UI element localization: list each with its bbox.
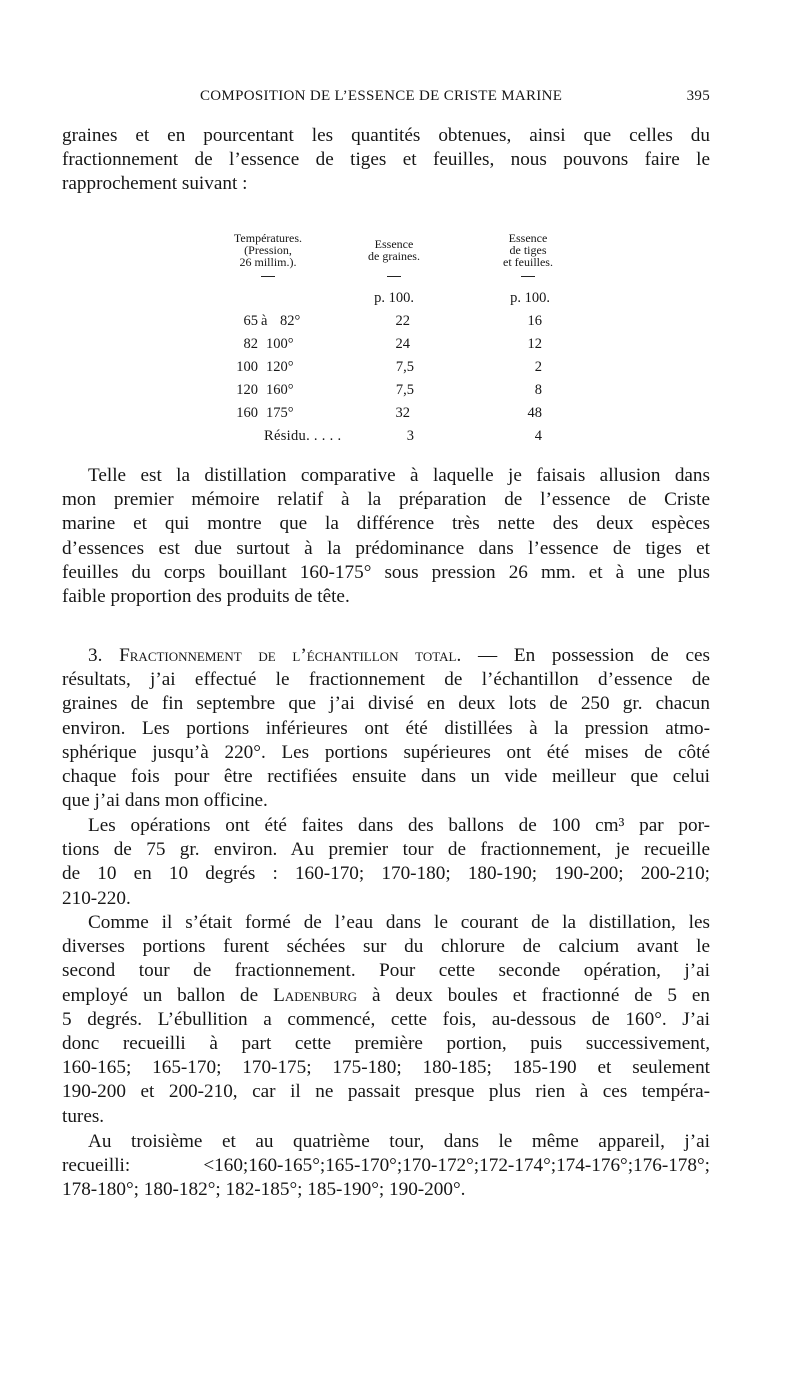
value-feuilles: 2 [534,359,542,375]
section-heading-line [62,644,710,668]
value-graines: 22 [395,313,410,329]
residu-label: Résidu. . . . . [264,428,342,444]
header-line: 26 millim.). [239,255,297,269]
text-line: 5 degrés. L’ébullition a commencé, cette fois, au-dessous de 160°. J’ai [62,1008,710,1030]
section-heading: Fractionnement de l’échantillon total. [119,645,462,666]
text-line: Au troisième et au quatrième tour, dans le même appareil, j’ai [88,1131,710,1152]
text-line: recueilli: <160;160-165°;165-170°;170-172°;172-174°;174-176°;176-178°; [62,1155,710,1177]
text-line: mon premier mémoire relatif à la préparation de l’essence de Criste [62,489,710,511]
section-3-paragraph [62,644,710,813]
dash-rule [387,276,401,277]
header-line: (Pression, [244,243,292,257]
temp-to: 160° [266,382,294,398]
text-line: second tour de fractionnement. Pour cette seconde opération, j’ai [62,960,710,982]
value-feuilles: 16 [527,313,542,329]
dash-rule [521,276,535,277]
text-line: Les opérations ont été faites dans des ballons de 100 cm³ par por- [88,815,710,836]
unit-graines: p. 100. [374,290,414,306]
temp-sep: à [261,313,268,329]
dash-rule [261,276,275,277]
text-line: feuilles du corps bouillant 160-175° sous pression 26 mm. et à une plus [62,561,710,583]
text-line: 210-220. [62,887,131,909]
text-line: sphérique jusqu’à 220°. Les portions supérieures ont été mises de côté [62,741,710,763]
temp-to: 175° [266,405,294,421]
text-line: Comme il s’était formé de l’eau dans le courant de la distillation, les [88,912,710,933]
running-title: COMPOSITION DE L’ESSENCE DE CRISTE MARINE [200,88,563,104]
unit-feuilles: p. 100. [510,290,550,306]
person-name: Ladenburg [273,984,358,1006]
header-line: Températures. [233,231,303,245]
text-line: chaque fois pour être rectifiées ensuite dans un vide meilleur que celui [62,765,710,787]
header-temperatures [210,232,326,268]
value-feuilles: 8 [534,382,542,398]
header-line: Essence [374,237,414,251]
header-line: de tiges [509,243,547,257]
header-essence-feuilles [478,232,578,268]
text-fragment: employé un ballon de [62,984,259,1006]
section-number: 3. [88,645,103,666]
page-number: 395 [686,88,710,104]
text-line: Telle est la distillation comparative à laquelle je faisais allusion dans [88,465,710,486]
text-line: fractionnement de l’essence de tiges et feuilles, nous pouvons faire le [62,149,710,171]
text-line: diverses portions furent séchées sur du chlorure de calcium avant le [62,936,710,958]
intro-paragraph [62,124,710,197]
text-fragment: à deux boules et fractionné de 5 en [372,984,711,1006]
value-graines: 32 [395,405,410,421]
text-line: résultats, j’ai effectué le fractionnement de l’échantillon d’essence de [62,669,710,691]
text-line: 178-180°; 180-182°; 182-185°; 185-190°; 190-200°. [62,1179,466,1201]
text-line: marine et qui montre que la différence très nette des deux espèces [62,513,710,535]
text-line: tions de 75 gr. environ. Au premier tour de fractionnement, je recueille [62,839,710,861]
text-fragment: — En possession de ces [478,645,711,666]
temp-from: 100 [236,359,258,375]
text-line: graines et en pourcentant les quantités obtenues, ainsi que celles du [62,125,710,146]
header-line: et feuilles. [503,255,553,269]
value-graines: 24 [395,336,410,352]
header-essence-graines [344,238,444,262]
text-line: faible proportion des produits de tête. [62,585,350,607]
running-header [200,88,710,112]
text-line: donc recueilli à part cette première portion, puis successivement, [62,1032,710,1054]
temp-from: 82 [243,336,258,352]
text-line: de 10 en 10 degrés : 160-170; 170-180; 180-190; 190-200; 200-210; [62,863,710,885]
temp-from: 65 [243,313,258,329]
text-line-with-name [62,984,710,1008]
text-line: environ. Les portions inférieures ont été distillées à la pression atmo- [62,717,710,739]
text-line: que j’ai dans mon officine. [62,790,268,812]
value-feuilles: 4 [534,428,542,444]
text-line: 160-165; 165-170; 170-175; 175-180; 180-185; 185-190 et seulement [62,1057,710,1079]
text-line: graines de fin septembre que j’ai divisé en deux lots de 250 gr. chacun [62,693,710,715]
paragraph-second-tour [62,911,710,1129]
value-graines: 7,5 [395,359,414,375]
value-feuilles: 48 [527,405,542,421]
value-feuilles: 12 [527,336,542,352]
header-line: Essence [508,231,548,245]
temp-from: 120 [236,382,258,398]
value-graines: 7,5 [395,382,414,398]
header-line: de graines. [368,249,420,263]
value-graines: 3 [406,428,414,444]
temp-from: 160 [236,405,258,421]
temp-to: 120° [266,359,294,375]
paragraph-distillation [62,464,710,609]
text-line: rapprochement suivant : [62,173,248,195]
paragraph-operations [62,814,710,911]
text-line: tures. [62,1105,105,1127]
paragraph-third-fourth-tour [62,1130,710,1203]
temp-to: 100° [266,336,294,352]
text-line: 190-200 et 200-210, car il ne passait presque plus rien à ces tempéra- [62,1081,710,1103]
text-line: d’essences est due surtout à la prédominance dans l’essence de tiges et [62,537,710,559]
temp-to: 82° [280,313,301,329]
